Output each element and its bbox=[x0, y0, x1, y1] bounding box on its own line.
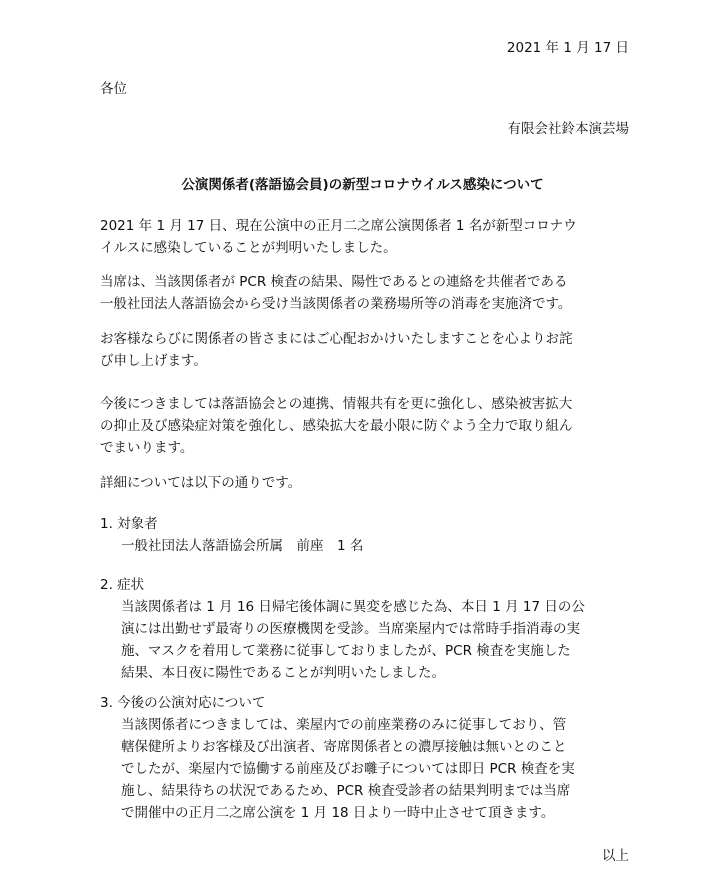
item-2-body bbox=[121, 596, 585, 684]
paragraph-3 bbox=[100, 328, 640, 372]
paragraph-line: 詳細については以下の通りです。 bbox=[100, 475, 302, 491]
item-1-body bbox=[121, 535, 363, 557]
item-1-heading: 1. 対象者 bbox=[100, 516, 158, 532]
item-2-heading: 2. 症状 bbox=[100, 577, 145, 593]
item-3-body bbox=[121, 714, 575, 824]
item-line: 当該関係者は 1 月 16 日帰宅後体調に異変を感じた為、本日 1 月 17 日の公 bbox=[121, 599, 585, 615]
paragraph-line: 一般社団法人落語協会から受け当該関係者の業務場所等の消毒を実施済です。 bbox=[100, 296, 572, 312]
item-line: で開催中の正月二之席公演を 1 月 18 日より一時中止させて頂きます。 bbox=[121, 805, 555, 821]
paragraph-1 bbox=[100, 215, 640, 259]
closing-mark: 以上 bbox=[602, 848, 629, 864]
paragraph-line: お客様ならびに関係者の皆さまにはご心配おかけいたしますことを心よりお詫 bbox=[100, 331, 573, 347]
paragraph-line: でまいります。 bbox=[100, 440, 194, 456]
document-date: 2021 年 1 月 17 日 bbox=[506, 40, 629, 56]
paragraph-line: 当席は、当該関係者が PCR 検査の結果、陽性であるとの連絡を共催者である bbox=[100, 274, 568, 290]
paragraph-5 bbox=[100, 472, 640, 494]
paragraph-line: の抑止及び感染症対策を強化し、感染拡大を最小限に防ぐよう全力で取り組ん bbox=[100, 418, 573, 434]
paragraph-4 bbox=[100, 393, 640, 459]
item-line: 当該関係者につきましては、楽屋内での前座業務のみに従事しており、管 bbox=[121, 717, 567, 733]
addressee: 各位 bbox=[100, 81, 127, 97]
item-line: でしたが、楽屋内で協働する前座及びお囃子については即日 PCR 検査を実 bbox=[121, 761, 575, 777]
item-line: 施し、結果待ちの状況であるため、PCR 検査受診者の結果判明までは当席 bbox=[121, 783, 571, 799]
paragraph-line: 今後につきましては落語協会との連携、情報共有を更に強化し、感染被害拡大 bbox=[100, 396, 573, 412]
item-line: 演には出勤せず最寄りの医療機関を受診。当席楽屋内では常時手指消毒の実 bbox=[121, 621, 580, 637]
paragraph-line: び申し上げます。 bbox=[100, 353, 207, 369]
item-line: 施、マスクを着用して業務に従事しておりましたが、PCR 検査を実施した bbox=[121, 643, 571, 659]
item-line: 結果、本日夜に陽性であることが判明いたしました。 bbox=[121, 665, 445, 681]
item-line: 一般社団法人落語協会所属 前座 1 名 bbox=[121, 538, 364, 554]
paragraph-line: イルスに感染していることが判明いたしました。 bbox=[100, 240, 397, 256]
paragraph-line: 2021 年 1 月 17 日、現在公演中の正月二之席公演関係者 1 名が新型コロナウ bbox=[100, 218, 577, 234]
item-line: 轄保健所よりお客様及び出演者、寄席関係者との濃厚接触は無いとのこと bbox=[121, 739, 567, 755]
item-3-heading: 3. 今後の公演対応について bbox=[100, 695, 266, 711]
sender-name: 有限会社鈴本演芸場 bbox=[507, 121, 629, 137]
paragraph-2 bbox=[100, 271, 640, 315]
document-title: 公演関係者(落語協会員)の新型コロナウイルス感染について bbox=[181, 177, 544, 193]
